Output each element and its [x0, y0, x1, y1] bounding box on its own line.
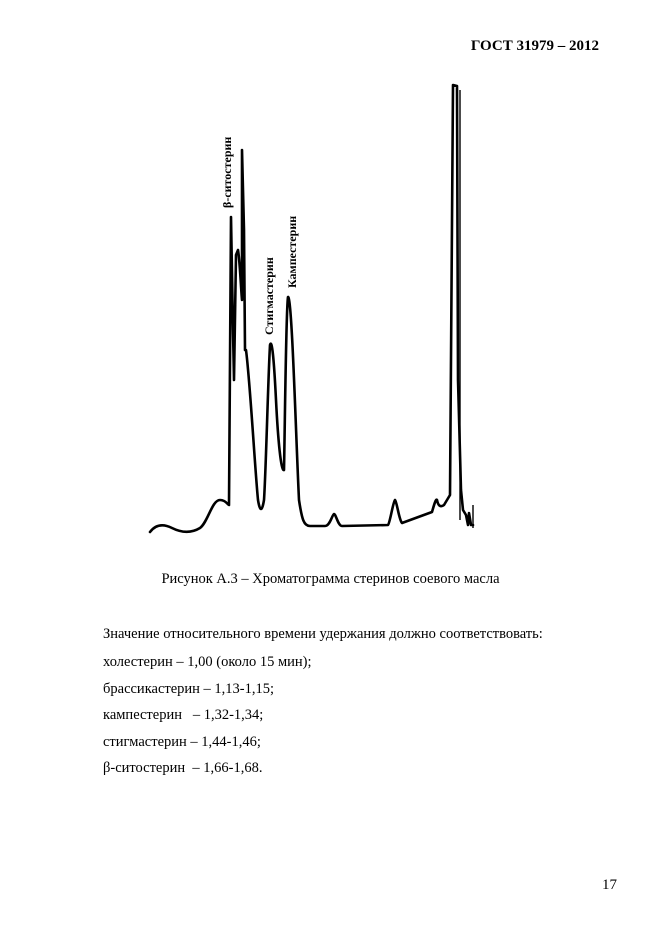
document-header: ГОСТ 31979 – 2012	[470, 38, 599, 54]
retention-value-stigmasterol: стигмастерин – 1,44-1,46;	[103, 733, 261, 750]
chromatogram-trace	[150, 85, 473, 532]
chromatogram-marker-line	[460, 90, 473, 528]
peak-label-stigmasterol: Стигмастерин	[262, 257, 276, 335]
retention-value-cholesterol: холестерин – 1,00 (около 15 мин);	[103, 654, 312, 670]
retention-values-list	[103, 652, 312, 785]
figure-caption: Рисунок А.3 – Хроматограмма стеринов соевого масла	[161, 571, 500, 587]
retention-intro: Значение относительного времени удержания должно соответствовать:	[103, 626, 543, 642]
retention-value-beta-sitosterol: β-ситостерин – 1,66-1,68.	[103, 760, 263, 776]
peak-label-beta-sitosterol: β-ситостерин	[220, 136, 234, 208]
retention-value-brassicasterol: брассикастерин – 1,13-1,15;	[103, 680, 275, 697]
peak-label-campesterol: Кампестерин	[285, 215, 299, 288]
retention-value-campesterol: кампестерин – 1,32-1,34;	[103, 707, 264, 723]
page-number: 17	[602, 877, 617, 893]
